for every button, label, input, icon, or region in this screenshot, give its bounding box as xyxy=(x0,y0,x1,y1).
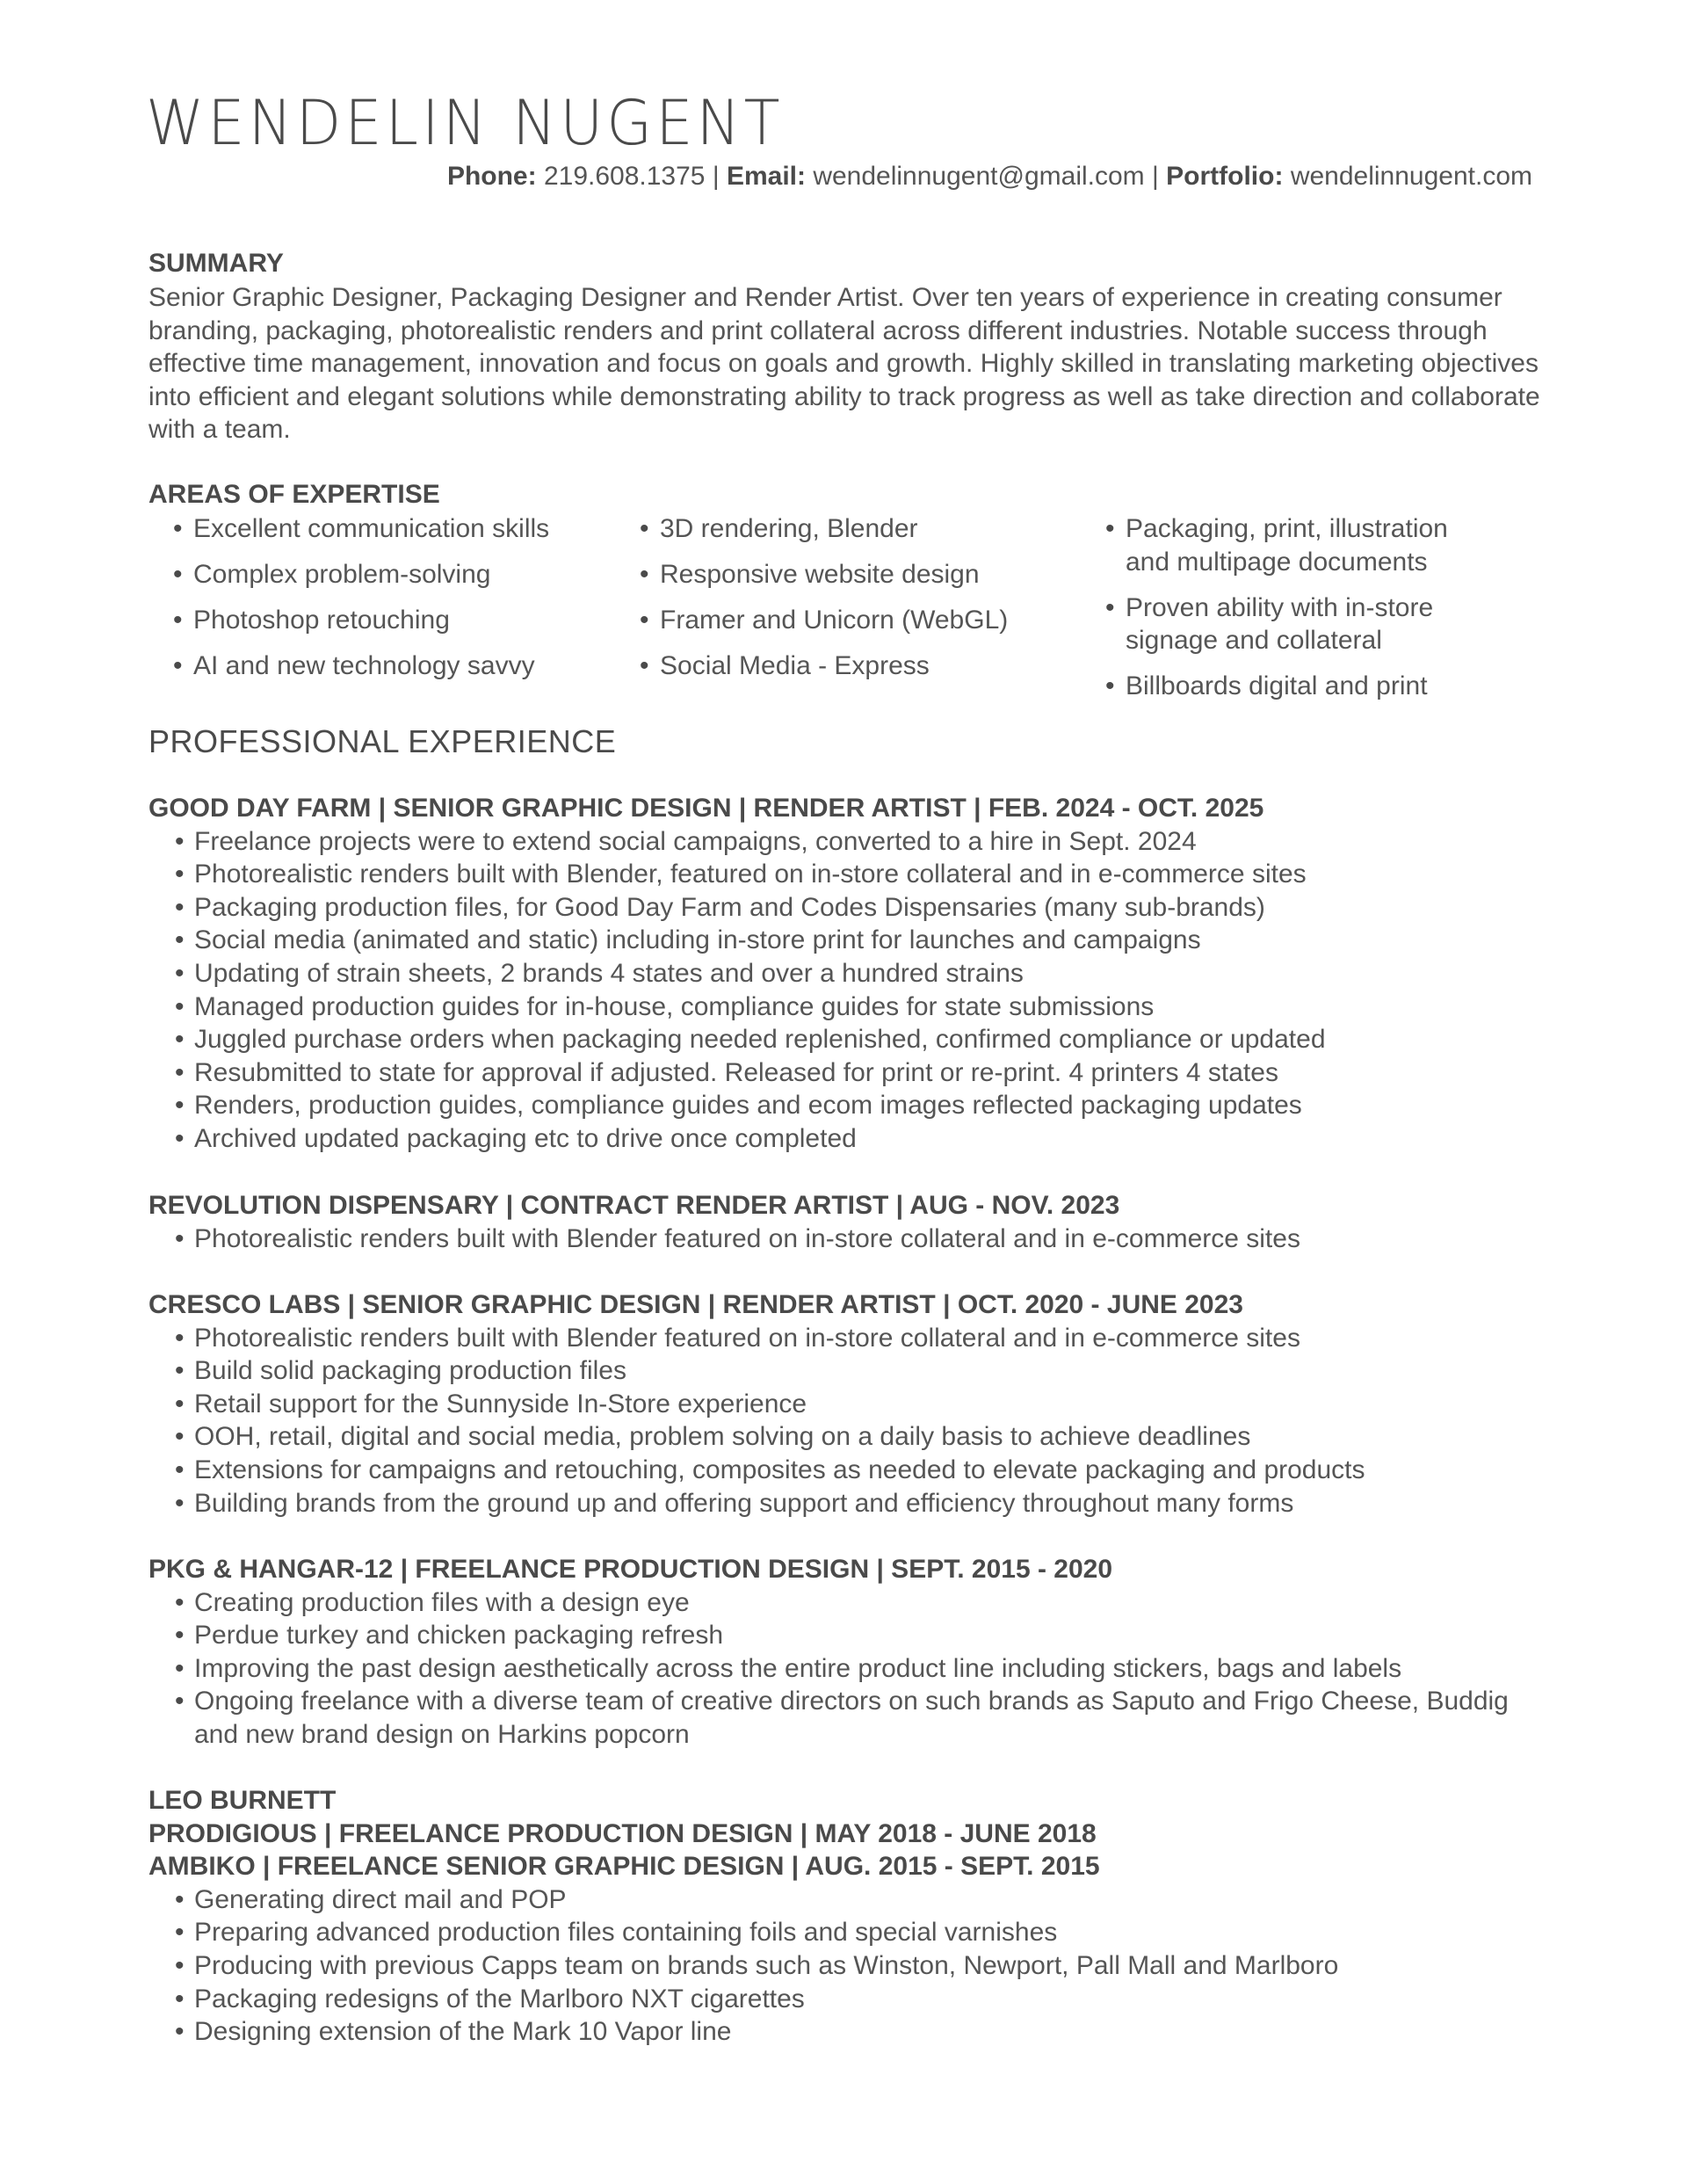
list-item: • Managed production guides for in-house, compliance guides for state submissions xyxy=(175,990,1598,1024)
expertise-item-continuation: and multipage documents xyxy=(1126,547,1428,577)
list-item: • Ongoing freelance with a diverse team of creative directors on such brands as Saputo and Frigo Cheese, Buddig and new brand design on Harkins popcorn xyxy=(175,1685,1556,1751)
list-item: • OOH, retail, digital and social media, problem solving on a daily basis to achieve deadlines xyxy=(175,1420,1598,1454)
expertise-item: • Proven ability with in-store xyxy=(1105,591,1448,625)
email-label: Email: xyxy=(726,162,806,191)
expertise-item: • Packaging, print, illustration xyxy=(1105,512,1448,546)
expertise-column-2 xyxy=(640,512,1008,695)
job-pkg-hangar-12 xyxy=(148,1553,1598,1752)
summary-heading: SUMMARY xyxy=(148,249,284,278)
phone-value: 219.608.1375 xyxy=(543,162,706,191)
candidate-name: WENDELIN NUGENT xyxy=(146,87,784,159)
expertise-column-1 xyxy=(173,512,549,695)
email-value: wendelinnugent@gmail.com xyxy=(813,162,1145,191)
list-item: • Freelance projects were to extend social campaigns, converted to a hire in Sept. 2024 xyxy=(175,825,1598,859)
expertise-item: • Photoshop retouching xyxy=(173,604,549,637)
job-revolution-dispensary xyxy=(148,1189,1598,1255)
list-item: • Designing extension of the Mark 10 Vapor line xyxy=(175,2015,1598,2049)
expertise-item: • Responsive website design xyxy=(640,558,1008,591)
list-item: • Renders, production guides, compliance guides and ecom images reflected packaging updates xyxy=(175,1089,1598,1122)
summary-text: Senior Graphic Designer, Packaging Designer and Render Artist. Over ten years of experience in creating consumer branding, packaging, photorealistic renders and print collateral across different industries. Notable success through effective time management, innovation and focus on goals and growth. Highly skilled in translating marketing objectives into efficient and elegant solutions while demonstrating ability to track progress as well as take direction and collaborate with a team. xyxy=(148,283,1540,445)
list-item: • Packaging production files, for Good Day Farm and Codes Dispensaries (many sub-brands) xyxy=(175,891,1598,925)
expertise-item-continuation: signage and collateral xyxy=(1126,626,1382,655)
job-bullets xyxy=(148,825,1598,1156)
expertise-item: • Excellent communication skills xyxy=(173,512,549,546)
portfolio-label: Portfolio: xyxy=(1166,162,1284,191)
list-item: • Photorealistic renders built with Blender featured on in-store collateral and in e-commerce sites xyxy=(175,1223,1598,1256)
job-bullets xyxy=(148,1223,1598,1256)
list-item: • Improving the past design aesthetically across the entire product line including stickers, bags and labels xyxy=(175,1652,1598,1686)
job-title: GOOD DAY FARM | SENIOR GRAPHIC DESIGN | RENDER ARTIST | FEB. 2024 - OCT. 2025 xyxy=(148,794,1264,823)
expertise-item: • Billboards digital and print xyxy=(1105,670,1448,703)
job-leo-burnett xyxy=(148,1784,1598,2049)
list-item: • Photorealistic renders built with Blender, featured on in-store collateral and in e-commerce sites xyxy=(175,858,1598,891)
expertise-item: • 3D rendering, Blender xyxy=(640,512,1008,546)
contact-line xyxy=(447,159,1532,194)
job-bullets xyxy=(148,1883,1598,2049)
expertise-item: • Complex problem-solving xyxy=(173,558,549,591)
list-item: • Archived updated packaging etc to drive once completed xyxy=(175,1122,1598,1156)
experience-heading: PROFESSIONAL EXPERIENCE xyxy=(148,723,617,759)
expertise-heading: AREAS OF EXPERTISE xyxy=(148,480,440,509)
list-item: • Retail support for the Sunnyside In-Store experience xyxy=(175,1388,1598,1421)
list-item: • Updating of strain sheets, 2 brands 4 states and over a hundred strains xyxy=(175,957,1598,990)
expertise-item: • Social Media - Express xyxy=(640,649,1008,683)
portfolio-value: wendelinnugent.com xyxy=(1290,162,1532,191)
list-item: • Resubmitted to state for approval if adjusted. Released for print or re-print. 4 printers 4 states xyxy=(175,1056,1598,1090)
separator: | xyxy=(1152,162,1159,191)
list-item: • Preparing advanced production files containing foils and special varnishes xyxy=(175,1916,1598,1949)
list-item: • Perdue turkey and chicken packaging refresh xyxy=(175,1619,1598,1652)
job-title: REVOLUTION DISPENSARY | CONTRACT RENDER ARTIST | AUG - NOV. 2023 xyxy=(148,1191,1120,1220)
expertise-item: • Framer and Unicorn (WebGL) xyxy=(640,604,1008,637)
expertise-item: • AI and new technology savvy xyxy=(173,649,549,683)
phone-label: Phone: xyxy=(446,162,537,191)
list-item: • Building brands from the ground up and offering support and efficiency throughout many forms xyxy=(175,1487,1598,1520)
job-bullets xyxy=(148,1322,1598,1520)
job-good-day-farm xyxy=(148,792,1598,1156)
list-item: • Photorealistic renders built with Blender featured on in-store collateral and in e-commerce sites xyxy=(175,1322,1598,1355)
job-bullets xyxy=(148,1586,1598,1752)
job-title: PRODIGIOUS | FREELANCE PRODUCTION DESIGN | MAY 2018 - JUNE 2018 xyxy=(148,1818,1097,1848)
job-cresco-labs xyxy=(148,1288,1598,1520)
job-title: AMBIKO | FREELANCE SENIOR GRAPHIC DESIGN | AUG. 2015 - SEPT. 2015 xyxy=(148,1852,1100,1882)
job-title: CRESCO LABS | SENIOR GRAPHIC DESIGN | RENDER ARTIST | OCT. 2020 - JUNE 2023 xyxy=(148,1290,1243,1319)
list-item: • Juggled purchase orders when packaging needed replenished, confirmed compliance or updated xyxy=(175,1023,1598,1056)
job-title: PKG & HANGAR-12 | FREELANCE PRODUCTION DESIGN | SEPT. 2015 - 2020 xyxy=(148,1555,1113,1584)
list-item: • Generating direct mail and POP xyxy=(175,1883,1598,1917)
list-item: • Build solid packaging production files xyxy=(175,1354,1598,1388)
expertise-column-3 xyxy=(1105,512,1448,715)
list-item: • Extensions for campaigns and retouching, composites as needed to elevate packaging and products xyxy=(175,1454,1598,1487)
list-item: • Producing with previous Capps team on brands such as Winston, Newport, Pall Mall and Marlboro xyxy=(175,1949,1598,1983)
list-item: • Creating production files with a design eye xyxy=(175,1586,1598,1620)
list-item: • Social media (animated and static) including in-store print for launches and campaigns xyxy=(175,924,1598,957)
list-item: • Packaging redesigns of the Marlboro NXT cigarettes xyxy=(175,1983,1598,2016)
job-title: LEO BURNETT xyxy=(148,1786,337,1815)
separator: | xyxy=(712,162,720,191)
